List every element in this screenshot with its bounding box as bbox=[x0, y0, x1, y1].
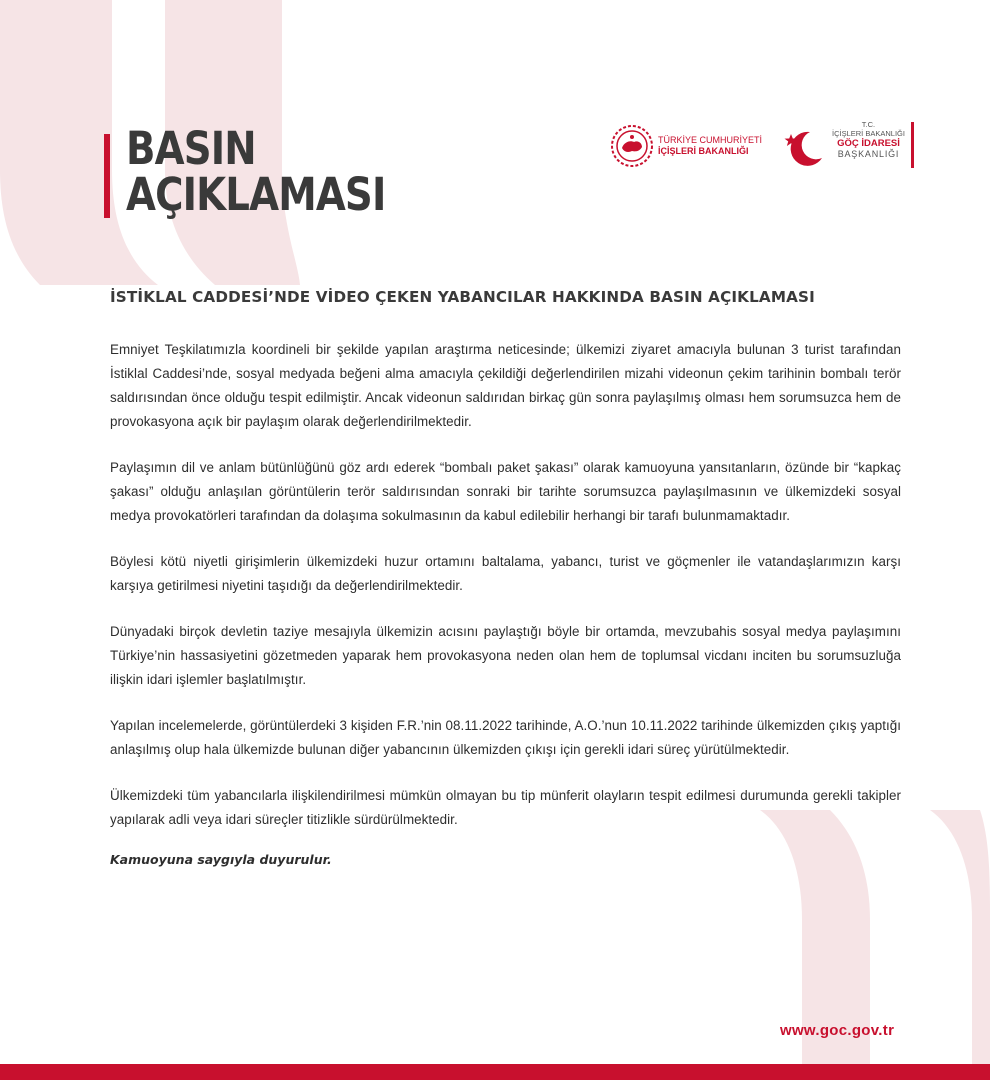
ministry-emblem-icon bbox=[610, 124, 654, 168]
title-line-1: BASIN bbox=[126, 122, 256, 175]
paragraph: Dünyadaki birçok devletin taziye mesajıyla ülkemizin acısını paylaştığı böyle bir ortamda, mevzubahis sosyal medya paylaşımını Türkiye’nin hassasiyetini gözetmeden yaparak hem provokasyona neden olan hem de toplumsal vicdanı inciten bu sorumsuzluğa ilişkin idari işlemler başlatılmıştır. bbox=[110, 624, 901, 687]
crescent-star-icon bbox=[782, 124, 828, 170]
paragraph: Paylaşımın dil ve anlam bütünlüğünü göz ardı ederek “bombalı paket şakası” olarak kamuoyuna yansıtanların, özünde bir “kapkaç şakası” olduğu anlaşılan görüntülerin terör saldırısından sonraki bir tarihte sorumsuzca paylaşılmasının ve ülkemizdeki sosyal medya provokatörleri tarafından da dolaşıma sokulmasının da kabul edilebilir herhangi bir tarafı bulunmamaktadır. bbox=[110, 460, 901, 523]
title-line-2: AÇIKLAMASI bbox=[126, 168, 386, 221]
bottom-accent-bar bbox=[0, 1064, 990, 1080]
migration-name-line-1: T.C. bbox=[861, 120, 876, 129]
logo-accent-bar bbox=[911, 122, 914, 168]
migration-name-line-3: GÖÇ İDARESİ bbox=[837, 138, 900, 149]
ministry-logo bbox=[610, 124, 762, 168]
ministry-name-line-1: TÜRKİYE CUMHURİYETİ bbox=[658, 135, 763, 145]
statement-heading: İSTİKLAL CADDESİ’NDE VİDEO ÇEKEN YABANCILAR HAKKINDA BASIN AÇIKLAMASI bbox=[110, 288, 815, 306]
paragraph: Yapılan incelemelerde, görüntülerdeki 3 kişiden F.R.’nin 08.11.2022 tarihinde, A.O.’nun 10.11.2022 tarihinde ülkemizden çıkış yaptığı anlaşılmış olup hala ülkemizde bulunan diğer yabancının ülkemizden çıkışı için gerekli idari süreç yürütülmektedir. bbox=[110, 718, 901, 757]
paragraph: Emniyet Teşkilatımızla koordineli bir şekilde yapılan araştırma neticesinde; ülkemizi ziyaret amacıyla bulunan 3 turist tarafından İstiklal Caddesi’nde, sosyal medyada beğeni alma amacıyla çekildiği değerlendirilen mizahi videonun çekim tarihinin bombalı terör saldırısından önce olduğu tespit edilmiştir. Ancak videonun saldırıdan birkaç gün sonra paylaşılmış olması hem sorumsuzca hem de provokasyona açık bir paylaşım olarak değerlendirilmektedir. bbox=[110, 342, 901, 429]
page-title bbox=[126, 122, 386, 221]
statement-body bbox=[110, 338, 901, 867]
paragraph: Ülkemizdeki tüm yabancılarla ilişkilendirilmesi mümkün olmayan bu tip münferit olayların tespit edilmesi durumunda gerekli takipler yapılarak adli veya idari süreçler titizlikle sürdürülmektedir. bbox=[110, 788, 901, 827]
closing-line: Kamuoyuna saygıyla duyurulur. bbox=[110, 852, 332, 867]
ministry-name-line-2: İÇİŞLERİ BAKANLIĞI bbox=[658, 146, 749, 156]
website-link[interactable]: www.goc.gov.tr bbox=[780, 1022, 895, 1039]
paragraph: Böylesi kötü niyetli girişimlerin ülkemizdeki huzur ortamını baltalama, yabancı, turist ve göçmenler ile vatandaşlarımızın karşı karşıya getirilmesi niyetini taşıdığı da değerlendirilmektedir. bbox=[110, 554, 901, 593]
migration-logo bbox=[782, 120, 914, 170]
title-accent-bar bbox=[104, 134, 110, 218]
migration-name-line-4: BAŞKANLIĞI bbox=[837, 149, 900, 159]
migration-name-line-2: İÇİŞLERİ BAKANLIĞI bbox=[832, 129, 905, 138]
